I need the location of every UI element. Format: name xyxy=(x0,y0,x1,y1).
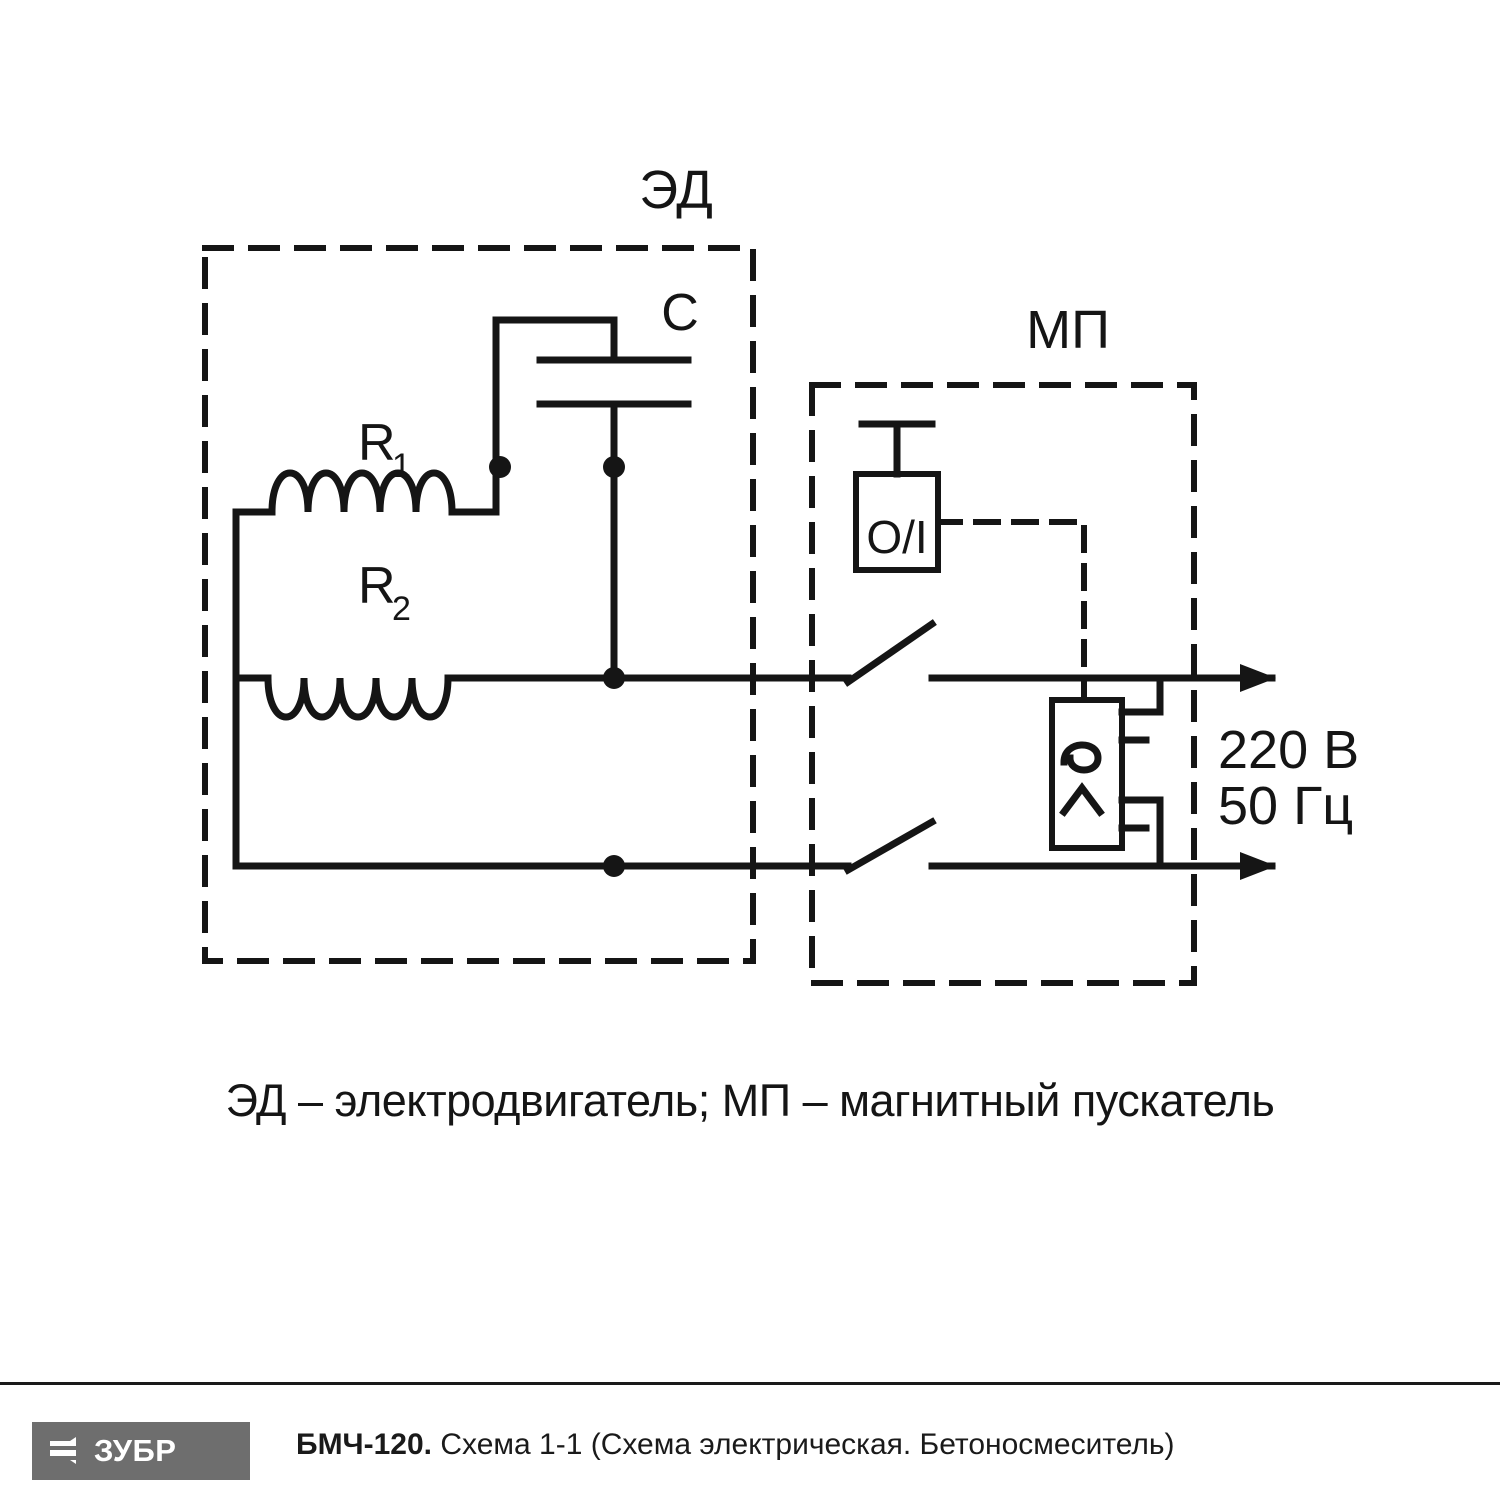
r1-coil xyxy=(272,473,452,512)
contactor-contact-lower xyxy=(848,822,932,870)
motor-block-boundary xyxy=(205,248,753,961)
relay-coil-symbol-ac xyxy=(1064,745,1098,770)
supply-arrow-lower xyxy=(1240,852,1276,880)
r1-right-lead xyxy=(452,467,496,512)
footer-divider xyxy=(0,1382,1500,1385)
footer-caption xyxy=(296,1428,1175,1462)
label-supply-voltage: 220 В xyxy=(1218,720,1360,780)
label-winding-2: R xyxy=(358,557,396,615)
label-winding-1: R xyxy=(358,414,396,472)
junction-dot-cap xyxy=(603,456,625,478)
label-supply-frequency: 50 Гц xyxy=(1218,776,1354,836)
capacitor-top-lead xyxy=(496,320,614,467)
legend-text: ЭД – электродвигатель; МП – магнитный пускатель xyxy=(225,1075,1275,1126)
label-winding-1-sub: 1 xyxy=(392,447,411,485)
relay-top-connection xyxy=(1122,678,1160,712)
footer-description: Схема 1-1 (Схема электрическая. Бетоносмеситель) xyxy=(440,1428,1175,1461)
footer-model: БМЧ-120. xyxy=(296,1428,433,1461)
label-motor-block: ЭД xyxy=(639,160,713,220)
brand-badge xyxy=(32,1422,250,1480)
label-starter-block: МП xyxy=(1026,300,1110,360)
junction-dot-r1 xyxy=(489,456,511,478)
contactor-contact-upper xyxy=(848,624,932,682)
brand-name: ЗУБР xyxy=(94,1433,177,1468)
label-capacitor: C xyxy=(661,284,699,342)
r2-coil xyxy=(268,678,448,717)
relay-coil-box xyxy=(1052,700,1122,848)
relay-coil-symbol-arrow xyxy=(1064,788,1100,812)
brand-logo-icon xyxy=(46,1434,84,1468)
relay-bottom-connection xyxy=(1122,800,1160,866)
supply-arrow-upper xyxy=(1240,664,1276,692)
label-power-switch[interactable]: O/I xyxy=(866,511,928,563)
control-wire-dashed xyxy=(938,522,1084,700)
label-winding-2-sub: 2 xyxy=(392,590,411,628)
footer xyxy=(0,1420,1500,1490)
